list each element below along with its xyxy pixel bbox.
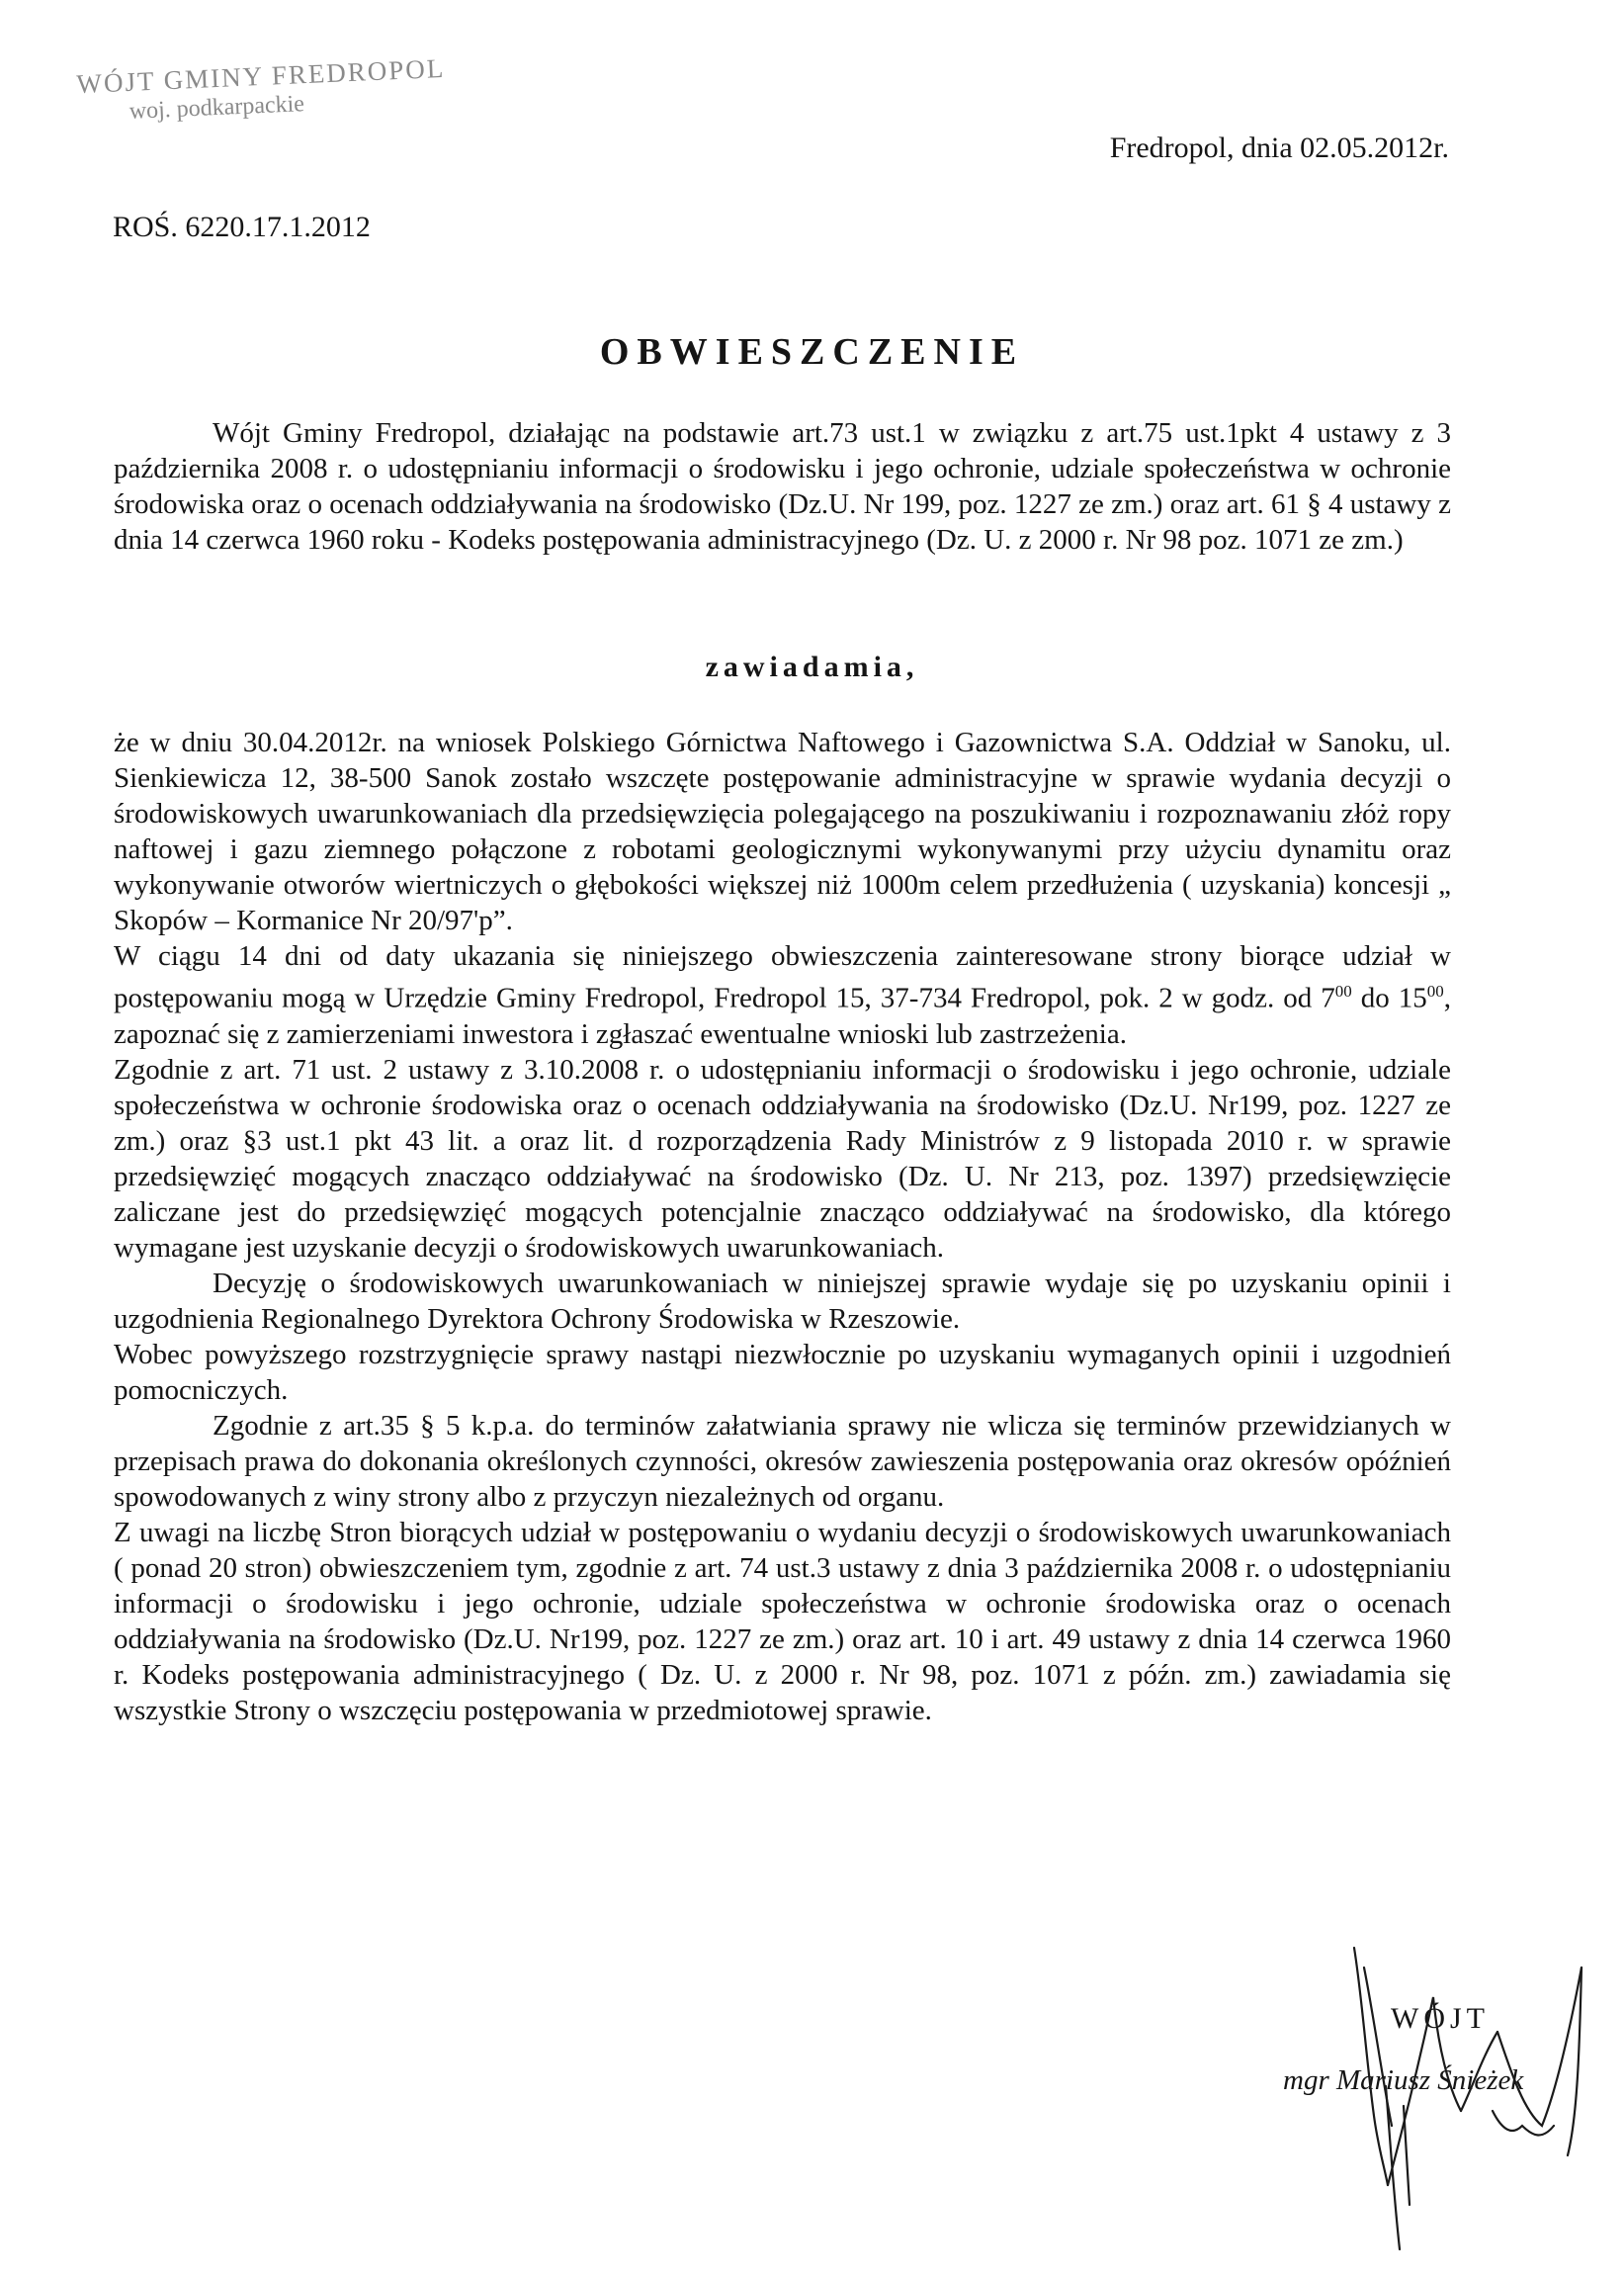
reference-number: ROŚ. 6220.17.1.2012 <box>113 211 371 243</box>
paragraph-resolution: Wobec powyższego rozstrzygnięcie sprawy nastąpi niezwłocznie po uzyskaniu wymaganych opinii i uzgodnień pomocniczych. <box>114 1338 1451 1406</box>
stamp-office-name: WÓJT GMINY FREDROPOL <box>75 52 446 100</box>
hour-to: 15 <box>1398 982 1427 1014</box>
intro-text: Wójt Gminy Fredropol, działając na podstawie art.73 ust.1 w związku z art.75 ust.1pkt 4 ustawy z 3 października 2008 r. o udostępnianiu informacji o środowisku i jego ochronie, udziale społeczeństwa w ochronie środowiska oraz o ocenach oddziaływania na środowisko (Dz.U. Nr 199, poz. 1227 ze zm.) oraz art. 61 § 4 ustawy z dnia 14 czerwca 1960 roku - Kodeks postępowania administracyjnego (Dz. U. z 2000 r. Nr 98 poz. 1071 ze zm.) <box>114 417 1451 556</box>
access-text-start: W ciągu 14 dni od daty ukazania się niniejszego obwieszczenia zainteresowane strony biorące udział w postępowaniu mogą w Urzędzie Gminy Fredropol, Fredropol 15, 37-734 Fredropol, pok. 2 w godz. od <box>114 940 1451 1014</box>
handwritten-signature <box>1344 1938 1601 2254</box>
signatory-title: WÓJT <box>1391 2002 1490 2035</box>
announcement-heading: zawiadamia, <box>705 651 919 683</box>
document-title: OBWIESZCZENIE <box>599 331 1025 373</box>
hour-to-minutes: 00 <box>1426 982 1444 1001</box>
intro-paragraph <box>114 415 1451 558</box>
stamp-region: woj. podkarpackie <box>128 91 305 125</box>
hour-from: 7 <box>1321 982 1335 1014</box>
access-text-to: do <box>1351 982 1399 1014</box>
document-date: Fredropol, dnia 02.05.2012r. <box>1109 131 1449 164</box>
hour-from-minutes: 00 <box>1334 982 1352 1001</box>
paragraph-legal-basis: Zgodnie z art. 71 ust. 2 ustawy z 3.10.2008 r. o udostępnianiu informacji o środowisku i jego ochronie, udziale społeczeństwa w ochronie środowiska oraz o ocenach oddziaływania na środowisko (Dz.U. Nr199, poz. 1227 ze zm.) oraz §3 ust.1 pkt 43 lit. a oraz lit. d rozporządzenia Rady Ministrów z 9 listopada 2010 r. w sprawie przedsięwzięć mogących znacząco oddziaływać na środowisko (Dz. U. Nr 213, poz. 1397) przedsięwzięcie zaliczane jest do przedsięwzięć mogących potencjalnie znacząco oddziaływać na środowisko, dla którego wymagane jest uzyskanie decyzji o środowiskowych uwarunkowaniach. <box>114 1053 1451 1264</box>
office-stamp <box>76 53 447 129</box>
paragraph-notification: Z uwagi na liczbę Stron biorących udział w postępowaniu o wydaniu decyzji o środowiskowych uwarunkowaniach ( ponad 20 stron) obwieszczeniem tym, zgodnie z art. 74 ust.3 ustawy z dnia 3 października 2008 r. o udostępnianiu informacji o środowisku i jego ochronie, udziale społeczeństwa w ochronie środowiska oraz o ocenach oddziaływania na środowisko (Dz.U. Nr199, poz. 1227 ze zm.) oraz art. 10 i art. 49 ustawy z dnia 14 czerwca 1960 r. Kodeks postępowania administracyjnego ( Dz. U. z 2000 r. Nr 98, poz. 1071 z późn. zm.) zawiadamia się wszystkie Strony o wszczęciu postępowania w przedmiotowej sprawie. <box>114 1516 1451 1726</box>
access-text-end: , zapoznać się z zamierzeniami inwestora i zgłaszać ewentualne wnioski lub zastrzeżenia. <box>114 982 1452 1050</box>
paragraph-decision: Decyzję o środowiskowych uwarunkowaniach w niniejszej sprawie wydaje się po uzyskaniu opinii i uzgodnienia Regionalnego Dyrektora Ochrony Środowiska w Rzeszowie. <box>114 1267 1451 1335</box>
paragraph-deadlines: Zgodnie z art.35 § 5 k.p.a. do terminów załatwiania sprawy nie wlicza się terminów przewidzianych w przepisach prawa do dokonania określonych czynności, okresów zawieszenia postępowania oraz okresów opóźnień spowodowanych z winy strony albo z przyczyn niezależnych od organu. <box>114 1409 1451 1513</box>
signatory-name: mgr Mariusz Śnieżek <box>1283 2064 1524 2096</box>
main-body <box>114 725 1451 1728</box>
paragraph-access <box>114 938 1451 1052</box>
paragraph-proceedings: że w dniu 30.04.2012r. na wniosek Polskiego Górnictwa Naftowego i Gazownictwa S.A. Oddział w Sanoku, ul. Sienkiewicza 12, 38-500 Sanok zostało wszczęte postępowanie administracyjne w sprawie wydania decyzji o środowiskowych uwarunkowaniach dla przedsięwzięcia polegającego na poszukiwaniu i rozpoznawaniu złóż ropy naftowej i gazu ziemnego połączone z robotami geologicznymi wykonywanymi przy użyciu dynamitu oraz wykonywanie otworów wiertniczych o głębokości większej niż 1000m celem przedłużenia ( uzyskania) koncesji „ Skopów – Kormanice Nr 20/97'p”. <box>114 727 1451 936</box>
